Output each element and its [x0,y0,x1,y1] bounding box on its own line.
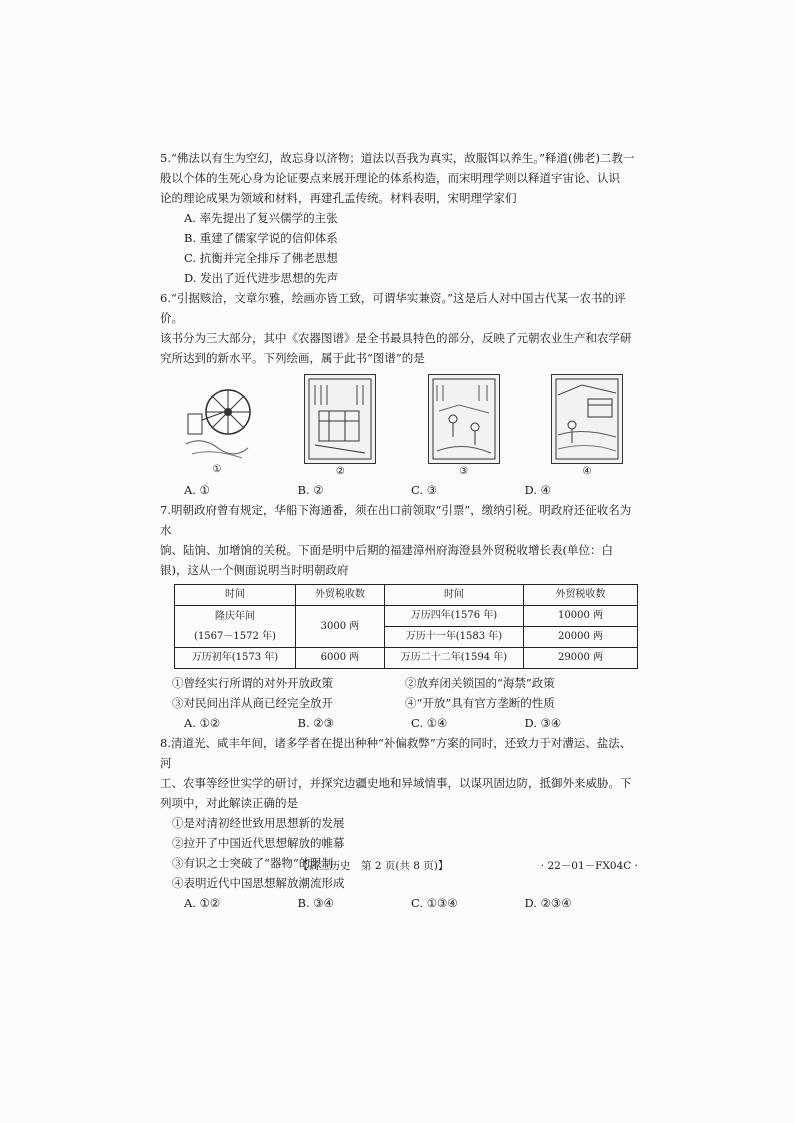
question-6-option-d: D. ④ [524,483,551,497]
question-7-item-4: ④“开放”具有官方垄断的性质 [405,696,555,710]
question-8-stem-line-3: 列项中，对此解读正确的是 [160,796,298,810]
question-5 [160,148,638,288]
picture-1 [180,374,254,480]
question-8-option-c: C. ①③④ [411,896,458,910]
picture-3-image [428,374,500,464]
table-header-tax-2: 外贸税收数 [524,585,638,606]
question-7-option-a: A. ①② [184,716,221,730]
table-cell: 29000 两 [524,648,638,669]
question-5-option-b: B. 重建了儒家学说的信仰体系 [184,231,338,245]
table-cell: 20000 两 [524,627,638,648]
question-7-stem-line-2: 饷、陆饷、加增饷的关税。下面是明中后期的福建漳州府海澄县外贸税收增长表(单位：白 [160,543,613,557]
question-6-option-c: C. ③ [411,483,438,497]
question-7-item-3: ③对民间出洋从商已经完全放开 [172,696,333,710]
question-6 [160,288,638,500]
picture-2-image [304,374,376,464]
question-7 [160,500,638,733]
question-7-option-d: D. ③④ [524,716,562,730]
table-cell: 10000 两 [524,606,638,627]
question-8-item-2: ②拉开了中国近代思想解放的帷幕 [172,836,345,850]
table-cell-longqing [175,606,296,648]
table-row [175,606,638,627]
questions-area [160,148,638,913]
question-7-options [160,713,638,733]
table-header-tax-1: 外贸税收数 [296,585,385,606]
question-7-option-c: C. ①④ [411,716,448,730]
question-5-stem-line-1: 5.“佛法以有生为空幻，故忘身以济物；道法以吾我为真实，故服饵以养生。”释道(佛老)二教一 [160,151,635,165]
question-8-item-4: ④表明近代中国思想解放潮流形成 [172,876,345,890]
table-cell: 万历初年(1573 年) [175,648,296,669]
table-cell: 6000 两 [296,648,385,669]
question-7-item-2: ②放弃闭关锁国的“海禁”政策 [405,676,555,690]
question-8-stem-line-1: 8.清道光、咸丰年间，诸多学者在提出种种“补偏救弊”方案的同时，还致力于对漕运、盐法、河 [160,736,632,770]
table-cell: 3000 两 [296,606,385,648]
table-header-time-1: 时间 [175,585,296,606]
table-cell-text: (1567－1572 年) [194,630,276,642]
question-8-option-d: D. ②③④ [524,896,572,910]
question-6-stem-line-1: 6.“引据赅洽，文章尔雅，绘画亦皆工致，可谓华实兼资。”这是后人对中国古代某一农书的评价。 [160,291,626,325]
tax-table [174,584,638,669]
question-7-item-1: ①曾经实行所谓的对外开放政策 [172,676,333,690]
picture-4 [550,374,624,480]
question-7-stem-line-1: 7.明朝政府曾有规定，华船下海通番，须在出口前领取“引票”，缴纳引税。明政府还征收名为水 [160,503,632,537]
question-7-option-b: B. ②③ [297,716,334,730]
question-7-stem-line-3: 银)，这从一个侧面说明当时明朝政府 [160,563,349,577]
footer-page-info: 【高三历史 第 2 页(共 8 页)】 [298,860,449,872]
question-6-option-b: B. ② [297,483,324,497]
table-cell: 万历四年(1576 年) [385,606,524,627]
question-6-options [160,480,638,500]
picture-2-label: ② [335,466,345,477]
picture-1-image [182,374,252,462]
question-5-stem-line-3: 论的理论成果为领域和材料，再建孔孟传统。材料表明，宋明理学家们 [160,191,517,205]
question-8-stem-line-2: 工、农事等经世实学的研讨，并探究边疆史地和异域情事，以谋巩固边防，抵御外来威胁。下 [160,776,632,790]
question-5-option-d: D. 发出了近代进步思想的先声 [184,271,339,285]
question-7-items-row-1 [160,673,638,693]
question-6-stem-line-3: 究所达到的新水平。下列绘画，属于此书“图谱”的是 [160,351,425,365]
question-8-item-3: ③有识之士突破了“器物”的限制 [172,856,334,870]
picture-1-label: ① [212,464,222,475]
question-8 [160,733,638,913]
question-5-stem-line-2: 般以个体的生死心身为论证要点来展开理论的体系构造，而宋明理学则以释道宇宙论、认识 [160,171,620,185]
picture-3 [427,374,501,480]
table-row [175,648,638,669]
page-footer [160,858,638,873]
question-5-option-a: A. 率先提出了复兴儒学的主张 [184,211,338,225]
question-5-option-c: C. 抗衡并完全排斥了佛老思想 [184,251,338,265]
question-8-item-1: ①是对清初经世致用思想新的发展 [172,816,345,830]
question-6-stem-line-2: 该书分为三大部分，其中《农器图谱》是全书最具特色的部分，反映了元朝农业生产和农学研 [160,331,632,345]
picture-4-image [551,374,623,464]
question-8-option-a: A. ①② [184,896,221,910]
question-8-option-b: B. ③④ [297,896,334,910]
question-6-pictures [160,368,638,480]
question-7-items-row-2 [160,693,638,713]
question-6-option-a: A. ① [184,483,210,497]
picture-4-label: ④ [582,466,592,477]
table-header-time-2: 时间 [385,585,524,606]
question-8-options [160,893,638,913]
table-cell-text: 隆庆年间 [215,610,255,622]
table-cell: 万历二十二年(1594 年) [385,648,524,669]
footer-code: · 22－01－FX04C · [540,860,638,872]
table-header-row [175,585,638,606]
picture-2 [303,374,377,480]
table-cell: 万历十一年(1583 年) [385,627,524,648]
picture-3-label: ③ [459,466,469,477]
